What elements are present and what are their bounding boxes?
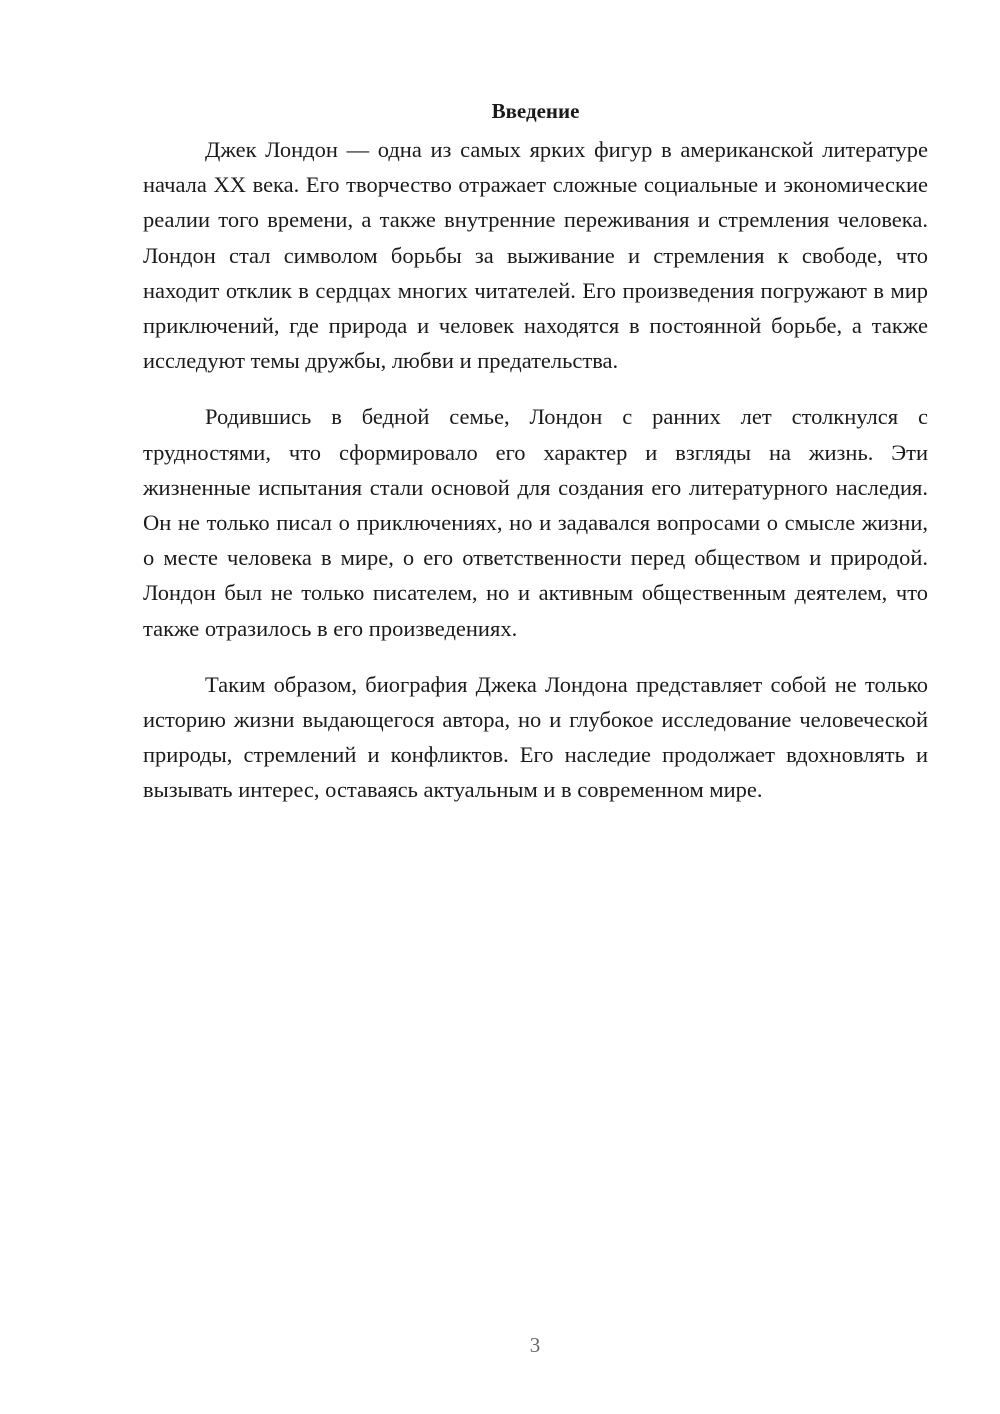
paragraph-1: Джек Лондон — одна из самых ярких фигур в американской литературе начала XX века. Его творчество отражает сложные социальные и экономические реалии того времени, а также внутренние переживания и стремления человека. Лондон стал символом борьбы за выживание и стремления к свободе, что находит отклик в сердцах многих читателей. Его произведения погружают в мир приключений, где природа и человек находятся в постоянной борьбе, а также исследуют темы дружбы, любви и предательства.	[143, 137, 928, 374]
page-content	[143, 96, 928, 829]
page-number: 3	[529, 1333, 541, 1357]
section-heading: Введение	[491, 99, 580, 123]
paragraph-2: Родившись в бедной семье, Лондон с ранних лет столкнулся с трудностями, что сформировало его характер и взгляды на жизнь. Эти жизненные испытания стали основой для создания его литературного наследия. Он не только писал о приключениях, но и задавался вопросами о смысле жизни, о месте человека в мире, о его ответственности перед обществом и природой. Лондон был не только писателем, но и активным общественным деятелем, что также отразилось в его произведениях.	[143, 404, 928, 641]
paragraph-3: Таким образом, биография Джека Лондона представляет собой не только историю жизни выдающегося автора, но и глубокое исследование человеческой природы, стремлений и конфликтов. Его наследие продолжает вдохновлять и вызывать интерес, оставаясь актуальным и в современном мире.	[143, 671, 928, 803]
